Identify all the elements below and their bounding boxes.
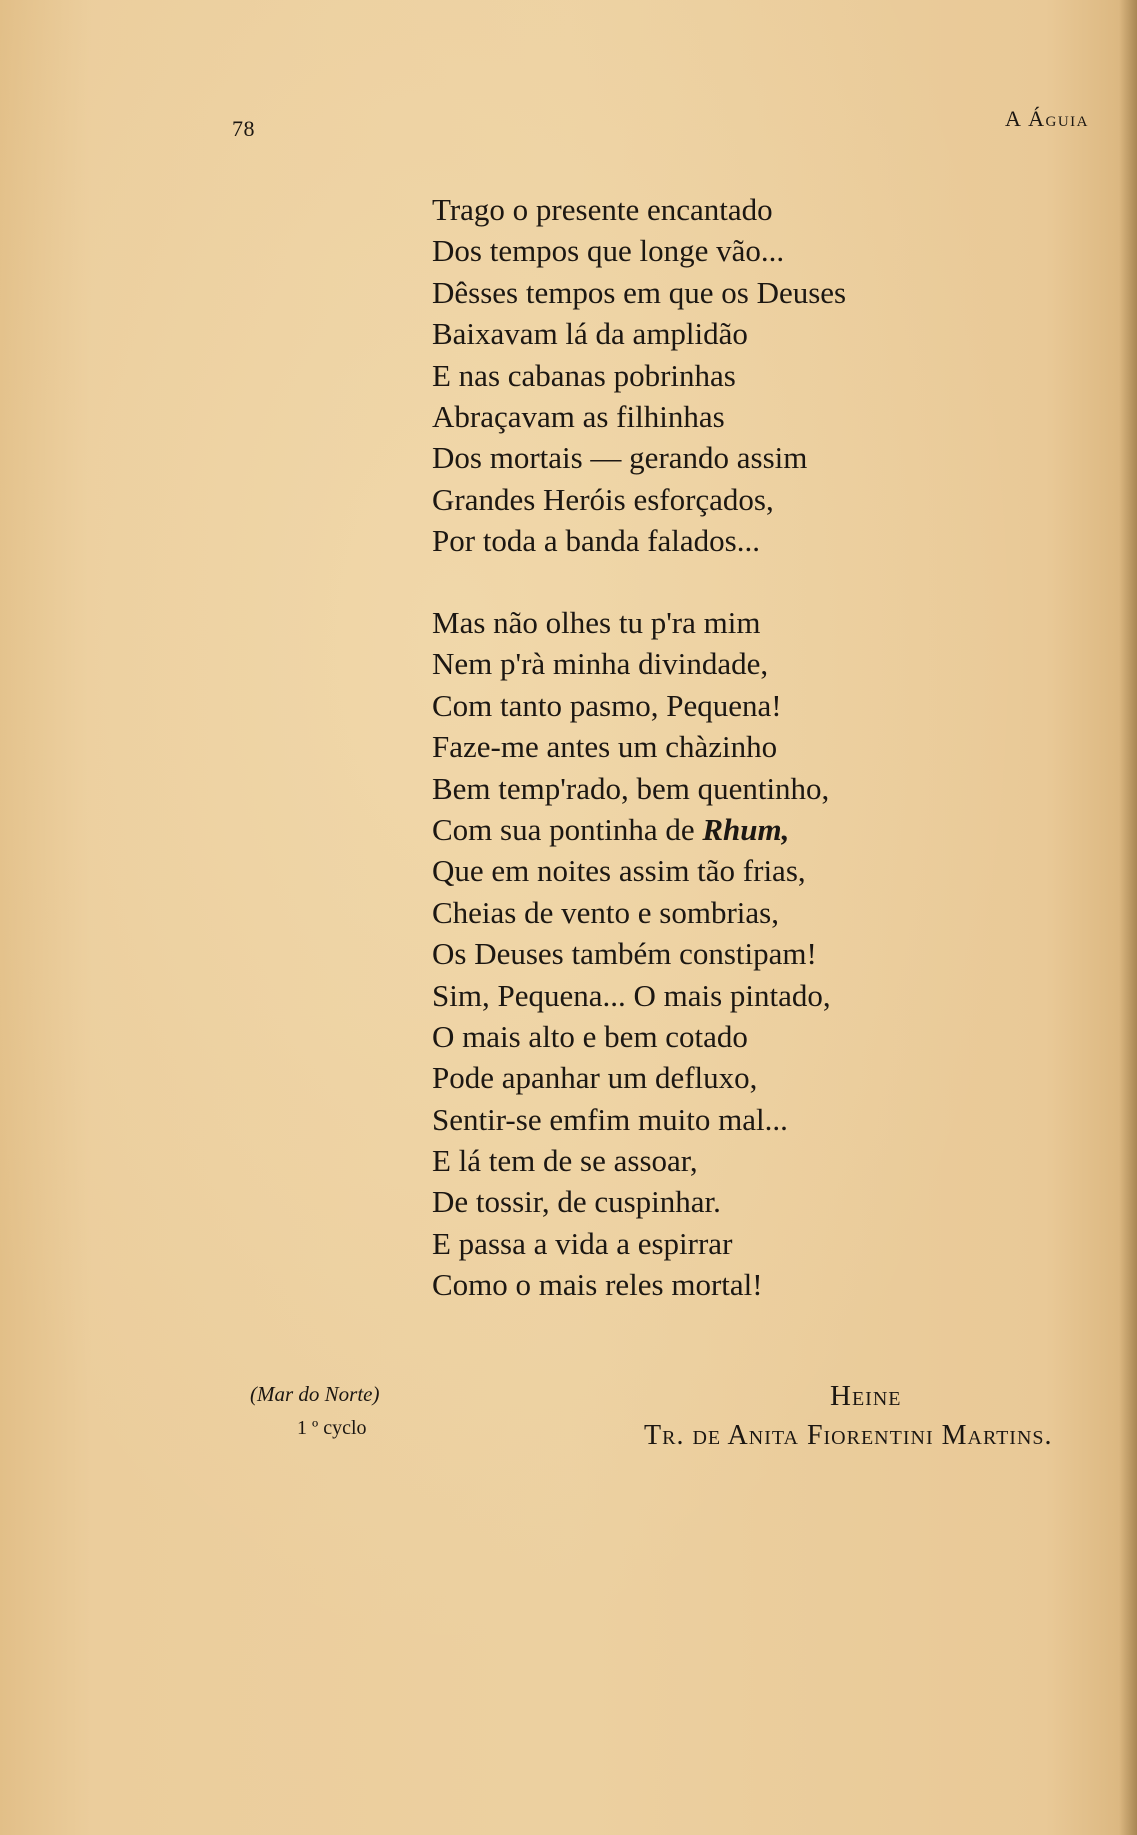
poem-line: De tossir, de cuspinhar. xyxy=(432,1184,721,1220)
poem-line: Os Deuses também constipam! xyxy=(432,936,817,972)
page-number: 78 xyxy=(232,116,255,141)
page-edge-shadow xyxy=(1119,0,1137,1835)
poem-stanza-1 xyxy=(432,189,846,562)
poem-line: Cheias de vento e sombrias, xyxy=(432,894,779,930)
poem-line: Baixavam lá da amplidão xyxy=(432,316,748,352)
poem-line: Abraçavam as filhinhas xyxy=(432,398,725,434)
poem-line: Com tanto pasmo, Pequena! xyxy=(432,687,782,723)
poem-line: Sim, Pequena... O mais pintado, xyxy=(432,977,831,1013)
poem-line: Sentir-se emfim muito mal... xyxy=(432,1101,788,1137)
poem-line: Dêsses tempos em que os Deuses xyxy=(432,274,847,310)
poem-line: E passa a vida a espirrar xyxy=(432,1225,733,1261)
poem-line-with-italic xyxy=(432,809,831,850)
poem-line: Grandes Heróis esforçados, xyxy=(432,481,774,517)
author-name: Heine xyxy=(830,1380,902,1412)
italic-word-rhum: Rhum, xyxy=(702,811,790,847)
poem-line-text: Com sua pontinha de xyxy=(432,811,695,847)
poem-line: Faze-me antes um chàzinho xyxy=(432,729,778,765)
running-head: A Águia xyxy=(1004,106,1089,131)
poem-line: E nas cabanas pobrinhas xyxy=(432,357,736,393)
poem-line: E lá tem de se assoar, xyxy=(432,1143,698,1179)
poem-line: Por toda a banda falados... xyxy=(432,523,760,559)
poem-line: Dos mortais — gerando assim xyxy=(432,440,808,476)
poem-line: Pode apanhar um defluxo, xyxy=(432,1060,758,1096)
poem-line: Como o mais reles mortal! xyxy=(432,1267,763,1303)
poem-stanza-2 xyxy=(432,602,831,1306)
poem-line: Trago o presente encantado xyxy=(432,192,773,227)
poem-line: Bem temp'rado, bem quentinho, xyxy=(432,770,830,806)
poem-line: Nem p'rà minha divindade, xyxy=(432,646,769,682)
poem-cycle: 1 º cyclo xyxy=(297,1417,367,1439)
poem-line: Que em noites assim tão frias, xyxy=(432,853,806,889)
poem-line: Dos tempos que longe vão... xyxy=(432,233,785,269)
translator-credit: Tr. de Anita Fiorentini Martins. xyxy=(644,1420,1053,1451)
poem-line: O mais alto e bem cotado xyxy=(432,1018,748,1054)
poem-source: (Mar do Norte) xyxy=(250,1382,380,1406)
poem-line: Mas não olhes tu p'ra mim xyxy=(432,605,761,640)
